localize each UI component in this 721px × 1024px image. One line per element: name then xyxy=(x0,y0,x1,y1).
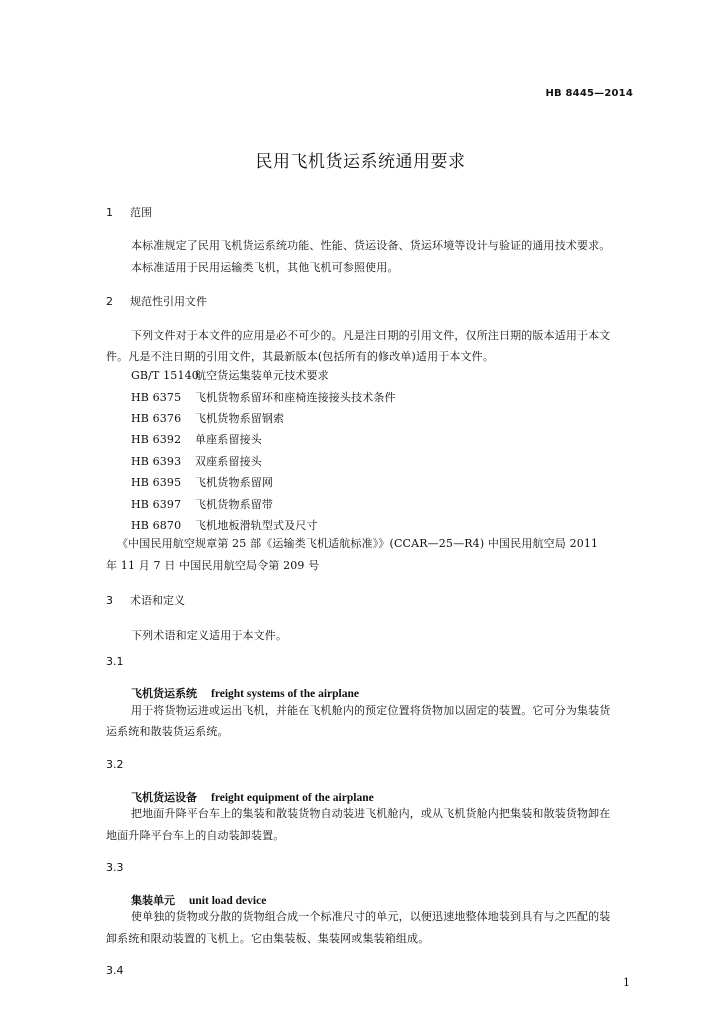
reference-item xyxy=(131,410,284,426)
reference-code: HB 6375 xyxy=(131,391,182,404)
paragraph: 下列文件对于本文件的应用是必不可少的。凡是注日期的引用文件，仅所注日期的版本适用于本文 xyxy=(131,329,611,342)
reference-code: HB 6393 xyxy=(131,455,182,468)
term-number: 3.2 xyxy=(106,758,124,771)
reference-code: HB 6376 xyxy=(131,412,182,425)
document-title: 民用飞机货运系统通用要求 xyxy=(255,152,466,172)
reference-code: HB 6397 xyxy=(131,498,182,511)
term-definition-cont: 地面升降平台车上的自动装卸装置。 xyxy=(106,829,285,842)
reference-code: HB 6395 xyxy=(131,476,182,489)
term-definition: 使单独的货物或分散的货物组合成一个标准尺寸的单元，以便迅速地整体地装到具有与之匹配的装 xyxy=(131,910,611,923)
reference-name: 飞机货物系留带 xyxy=(195,498,274,511)
term-zh: 飞机货运系统 xyxy=(131,687,197,700)
term-en: unit load device xyxy=(189,895,267,907)
term-title xyxy=(131,786,374,805)
standard-code: HB 8445—2014 xyxy=(545,88,633,99)
term-en: freight equipment of the airplane xyxy=(211,792,374,804)
reference-item xyxy=(131,431,262,447)
section-title: 规范性引用文件 xyxy=(130,295,207,308)
section-3-heading xyxy=(106,592,185,608)
paragraph: 下列术语和定义适用于本文件。 xyxy=(131,629,288,642)
reference-name: 飞机货物系留网 xyxy=(195,476,274,489)
reference-code: GB/T 15140 xyxy=(131,369,199,382)
paragraph: 本标准适用于民用运输类飞机，其他飞机可参照使用。 xyxy=(131,261,399,274)
reference-name: 航空货运集装单元技术要求 xyxy=(195,369,329,382)
term-number: 3.3 xyxy=(106,861,124,874)
reference-code: HB 6870 xyxy=(131,519,182,532)
reference-item xyxy=(131,474,273,490)
section-number: 1 xyxy=(106,206,113,219)
page-number: 1 xyxy=(623,976,630,989)
term-definition-cont: 卸系统和限动装置的飞机上。它由集装板、集装网或集装箱组成。 xyxy=(106,932,430,945)
term-title xyxy=(131,889,266,908)
term-definition-cont: 运系统和散装货运系统。 xyxy=(106,725,229,738)
paragraph: 本标准规定了民用飞机货运系统功能、性能、货运设备、货运环境等设计与验证的通用技术要求。 xyxy=(131,239,611,252)
reference-item xyxy=(131,453,262,469)
reference-name: 飞机货物系留钢索 xyxy=(195,412,285,425)
reference-name: 单座系留接头 xyxy=(195,433,262,446)
term-title xyxy=(131,682,359,701)
term-number: 3.4 xyxy=(106,964,124,977)
section-title: 范围 xyxy=(130,206,152,219)
paragraph: 件。凡是不注日期的引用文件，其最新版本(包括所有的修改单)适用于本文件。 xyxy=(106,350,494,363)
term-zh: 飞机货运设备 xyxy=(131,791,197,804)
regulation-reference: 《中国民用航空规章第 25 部《运输类飞机适航标准》》(CCAR—25—R4) 中国民用航空局 2011 xyxy=(117,537,599,550)
term-definition: 把地面升降平台车上的集装和散装货物自动装进飞机舱内，或从飞机货舱内把集装和散装货物卸在 xyxy=(131,807,611,820)
reference-item xyxy=(131,367,329,383)
reference-item xyxy=(131,496,273,512)
reference-name: 飞机货物系留环和座椅连接接头技术条件 xyxy=(195,391,396,404)
section-number: 2 xyxy=(106,295,113,308)
reference-name: 飞机地板滑轨型式及尺寸 xyxy=(195,519,318,532)
term-number: 3.1 xyxy=(106,655,124,668)
reference-name: 双座系留接头 xyxy=(195,455,262,468)
reference-code: HB 6392 xyxy=(131,433,182,446)
section-1-heading xyxy=(106,204,152,220)
term-definition: 用于将货物运进或运出飞机，并能在飞机舱内的预定位置将货物加以固定的装置。它可分为集装货 xyxy=(131,704,611,717)
term-en: freight systems of the airplane xyxy=(211,688,359,700)
term-zh: 集装单元 xyxy=(131,894,175,907)
section-title: 术语和定义 xyxy=(130,594,185,607)
regulation-reference-cont: 年 11 月 7 日 中国民用航空局令第 209 号 xyxy=(106,559,320,572)
reference-item xyxy=(131,517,318,533)
reference-item xyxy=(131,389,396,405)
section-number: 3 xyxy=(106,594,113,607)
section-2-heading xyxy=(106,293,207,309)
